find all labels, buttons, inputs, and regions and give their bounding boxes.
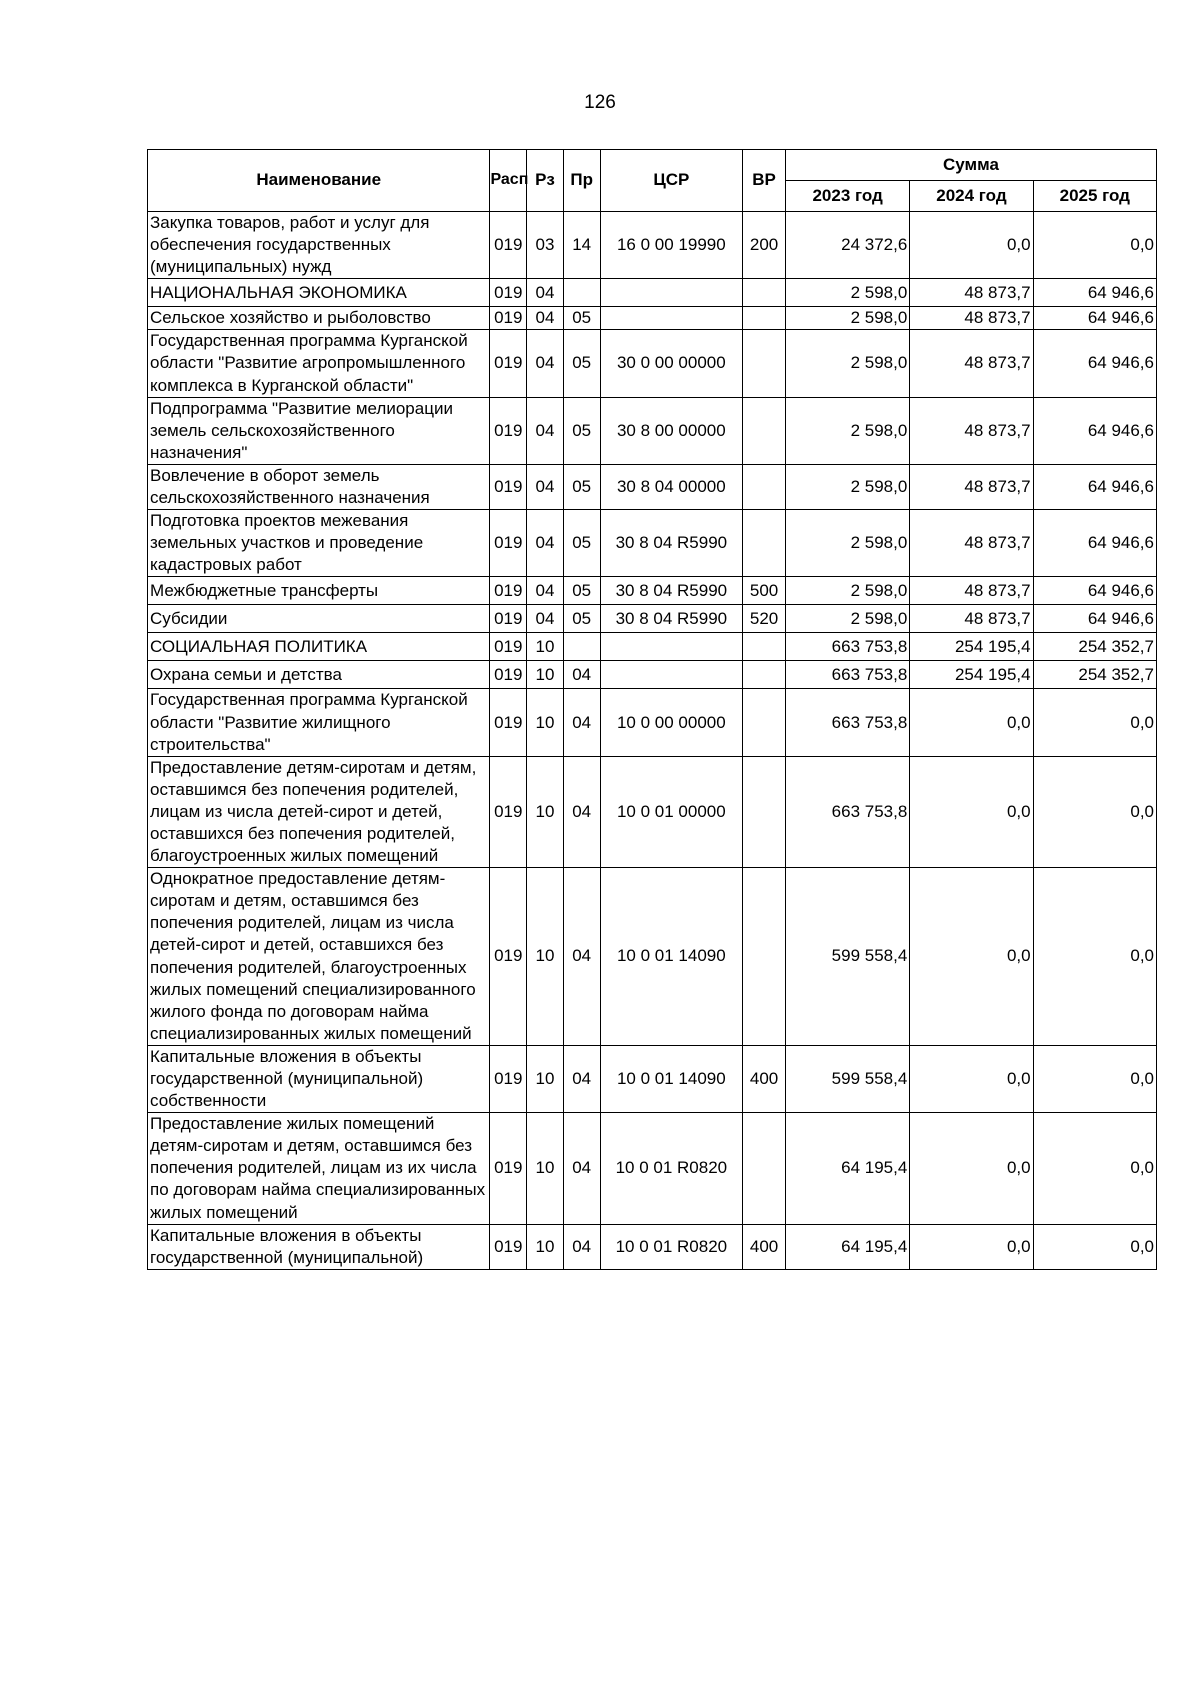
cell-2023: 2 598,0 xyxy=(785,307,909,330)
cell-rasp: 019 xyxy=(490,1224,527,1269)
table-body xyxy=(148,212,1157,1270)
cell-name: Подготовка проектов межевания земельных участков и проведение кадастровых работ xyxy=(148,510,490,577)
cell-name: Закупка товаров, работ и услуг для обеспечения государственных (муниципальных) нужд xyxy=(148,212,490,279)
cell-vr: 400 xyxy=(743,1045,786,1112)
cell-vr xyxy=(743,756,786,867)
table-row xyxy=(148,1113,1157,1224)
cell-pr: 04 xyxy=(563,868,600,1046)
cell-name: Предоставление детям-сиротам и детям, оставшимся без попечения родителей, лицам из числа детей-сирот и детей, оставшихся без попечения родителей, благоустроенных жилых помещений xyxy=(148,756,490,867)
cell-2023: 663 753,8 xyxy=(785,661,909,689)
header-year-2025: 2025 год xyxy=(1033,181,1156,212)
cell-vr xyxy=(743,633,786,661)
cell-2023: 24 372,6 xyxy=(785,212,909,279)
cell-2025: 0,0 xyxy=(1033,1113,1156,1224)
cell-pr: 04 xyxy=(563,1113,600,1224)
cell-name: Вовлечение в оборот земель сельскохозяйственного назначения xyxy=(148,464,490,509)
cell-pr: 04 xyxy=(563,661,600,689)
cell-vr xyxy=(743,330,786,397)
cell-csr: 10 0 00 00000 xyxy=(600,689,743,756)
cell-csr: 10 0 01 00000 xyxy=(600,756,743,867)
table-row xyxy=(148,1045,1157,1112)
cell-2024: 48 873,7 xyxy=(910,330,1033,397)
cell-vr xyxy=(743,397,786,464)
table-row xyxy=(148,279,1157,307)
cell-csr xyxy=(600,279,743,307)
cell-rasp: 019 xyxy=(490,279,527,307)
cell-rz: 04 xyxy=(527,279,564,307)
cell-csr: 30 8 04 R5990 xyxy=(600,605,743,633)
cell-csr: 16 0 00 19990 xyxy=(600,212,743,279)
cell-rz: 10 xyxy=(527,689,564,756)
cell-2025: 64 946,6 xyxy=(1033,279,1156,307)
cell-rz: 04 xyxy=(527,510,564,577)
header-year-2024: 2024 год xyxy=(910,181,1033,212)
table-row xyxy=(148,689,1157,756)
page-number: 126 xyxy=(584,92,616,113)
cell-pr xyxy=(563,633,600,661)
cell-rz: 10 xyxy=(527,1113,564,1224)
cell-2024: 48 873,7 xyxy=(910,464,1033,509)
cell-vr: 400 xyxy=(743,1224,786,1269)
cell-vr: 500 xyxy=(743,577,786,605)
cell-name: Предоставление жилых помещений детям-сиротам и детям, оставшимся без попечения родителей, лицам из их числа по договорам найма специализированных жилых помещений xyxy=(148,1113,490,1224)
cell-rz: 10 xyxy=(527,1045,564,1112)
cell-2025: 0,0 xyxy=(1033,756,1156,867)
cell-pr: 04 xyxy=(563,1224,600,1269)
cell-vr xyxy=(743,464,786,509)
cell-2024: 0,0 xyxy=(910,689,1033,756)
cell-2025: 254 352,7 xyxy=(1033,661,1156,689)
cell-2023: 2 598,0 xyxy=(785,464,909,509)
cell-pr: 05 xyxy=(563,307,600,330)
cell-rz: 10 xyxy=(527,868,564,1046)
cell-2024: 0,0 xyxy=(910,212,1033,279)
cell-2024: 48 873,7 xyxy=(910,279,1033,307)
cell-2023: 663 753,8 xyxy=(785,633,909,661)
cell-2025: 64 946,6 xyxy=(1033,397,1156,464)
cell-rz: 04 xyxy=(527,307,564,330)
cell-2025: 0,0 xyxy=(1033,689,1156,756)
cell-name: Однократное предоставление детям-сиротам и детям, оставшимся без попечения родителей, лицам из числа детей-сирот и детей, оставшихся без попечения родителей, благоустроенных жилых помещений специализированного жилого фонда по договорам найма специализированных жилых помещений xyxy=(148,868,490,1046)
table-row xyxy=(148,307,1157,330)
cell-csr xyxy=(600,307,743,330)
cell-rz: 04 xyxy=(527,330,564,397)
cell-csr: 30 8 04 R5990 xyxy=(600,510,743,577)
cell-rasp: 019 xyxy=(490,330,527,397)
cell-2023: 2 598,0 xyxy=(785,397,909,464)
cell-2025: 0,0 xyxy=(1033,1045,1156,1112)
cell-rz: 10 xyxy=(527,633,564,661)
cell-name: НАЦИОНАЛЬНАЯ ЭКОНОМИКА xyxy=(148,279,490,307)
cell-rasp: 019 xyxy=(490,868,527,1046)
cell-rasp: 019 xyxy=(490,212,527,279)
cell-rz: 10 xyxy=(527,756,564,867)
cell-2025: 254 352,7 xyxy=(1033,633,1156,661)
cell-2025: 0,0 xyxy=(1033,1224,1156,1269)
table-row xyxy=(148,397,1157,464)
cell-vr xyxy=(743,689,786,756)
cell-vr xyxy=(743,510,786,577)
cell-pr xyxy=(563,279,600,307)
table-row xyxy=(148,605,1157,633)
cell-rasp: 019 xyxy=(490,661,527,689)
cell-2023: 663 753,8 xyxy=(785,756,909,867)
cell-name: Субсидии xyxy=(148,605,490,633)
header-csr: ЦСР xyxy=(600,150,743,212)
cell-rz: 04 xyxy=(527,577,564,605)
cell-2024: 48 873,7 xyxy=(910,510,1033,577)
header-name: Наименование xyxy=(148,150,490,212)
cell-2023: 599 558,4 xyxy=(785,868,909,1046)
cell-pr: 05 xyxy=(563,330,600,397)
cell-rasp: 019 xyxy=(490,605,527,633)
cell-2025: 0,0 xyxy=(1033,868,1156,1046)
cell-csr: 30 8 04 R5990 xyxy=(600,577,743,605)
cell-2024: 48 873,7 xyxy=(910,307,1033,330)
header-pr: Пр xyxy=(563,150,600,212)
cell-2025: 64 946,6 xyxy=(1033,464,1156,509)
cell-csr xyxy=(600,661,743,689)
cell-vr xyxy=(743,279,786,307)
cell-rasp: 019 xyxy=(490,1045,527,1112)
cell-pr: 05 xyxy=(563,510,600,577)
table-row xyxy=(148,868,1157,1046)
cell-pr: 05 xyxy=(563,577,600,605)
cell-2023: 2 598,0 xyxy=(785,577,909,605)
cell-rz: 04 xyxy=(527,605,564,633)
cell-2024: 254 195,4 xyxy=(910,633,1033,661)
cell-rz: 10 xyxy=(527,1224,564,1269)
cell-2023: 599 558,4 xyxy=(785,1045,909,1112)
table-row xyxy=(148,464,1157,509)
cell-name: СОЦИАЛЬНАЯ ПОЛИТИКА xyxy=(148,633,490,661)
cell-2025: 0,0 xyxy=(1033,212,1156,279)
cell-rasp: 019 xyxy=(490,689,527,756)
table-row xyxy=(148,510,1157,577)
cell-csr: 10 0 01 14090 xyxy=(600,868,743,1046)
cell-rasp: 019 xyxy=(490,633,527,661)
cell-2025: 64 946,6 xyxy=(1033,605,1156,633)
cell-rz: 03 xyxy=(527,212,564,279)
cell-rasp: 019 xyxy=(490,307,527,330)
table-row xyxy=(148,330,1157,397)
cell-rz: 04 xyxy=(527,464,564,509)
cell-pr: 04 xyxy=(563,689,600,756)
cell-pr: 04 xyxy=(563,756,600,867)
table-row xyxy=(148,212,1157,279)
cell-rz: 10 xyxy=(527,661,564,689)
cell-vr xyxy=(743,868,786,1046)
cell-rasp: 019 xyxy=(490,577,527,605)
cell-csr: 10 0 01 R0820 xyxy=(600,1224,743,1269)
cell-rasp: 019 xyxy=(490,756,527,867)
cell-2024: 0,0 xyxy=(910,756,1033,867)
header-rz: Рз xyxy=(527,150,564,212)
header-sum: Сумма xyxy=(785,150,1156,181)
cell-rasp: 019 xyxy=(490,510,527,577)
cell-csr: 10 0 01 R0820 xyxy=(600,1113,743,1224)
table-row xyxy=(148,633,1157,661)
cell-2025: 64 946,6 xyxy=(1033,330,1156,397)
cell-vr xyxy=(743,1113,786,1224)
cell-pr: 14 xyxy=(563,212,600,279)
cell-2025: 64 946,6 xyxy=(1033,510,1156,577)
cell-name: Подпрограмма "Развитие мелиорации земель сельскохозяйственного назначения" xyxy=(148,397,490,464)
cell-rasp: 019 xyxy=(490,1113,527,1224)
cell-vr: 200 xyxy=(743,212,786,279)
cell-pr: 05 xyxy=(563,397,600,464)
cell-2024: 0,0 xyxy=(910,868,1033,1046)
cell-name: Межбюджетные трансферты xyxy=(148,577,490,605)
header-year-2023: 2023 год xyxy=(785,181,909,212)
cell-rz: 04 xyxy=(527,397,564,464)
cell-2023: 2 598,0 xyxy=(785,330,909,397)
cell-2023: 2 598,0 xyxy=(785,279,909,307)
cell-2024: 48 873,7 xyxy=(910,577,1033,605)
cell-name: Государственная программа Курганской области "Развитие агропромышленного комплекса в Курганской области" xyxy=(148,330,490,397)
header-vr: ВР xyxy=(743,150,786,212)
cell-rasp: 019 xyxy=(490,397,527,464)
cell-csr xyxy=(600,633,743,661)
cell-csr: 10 0 01 14090 xyxy=(600,1045,743,1112)
cell-2024: 0,0 xyxy=(910,1224,1033,1269)
cell-name: Капитальные вложения в объекты государственной (муниципальной) xyxy=(148,1224,490,1269)
cell-csr: 30 8 00 00000 xyxy=(600,397,743,464)
cell-pr: 04 xyxy=(563,1045,600,1112)
cell-2023: 2 598,0 xyxy=(785,510,909,577)
cell-name: Государственная программа Курганской области "Развитие жилищного строительства" xyxy=(148,689,490,756)
cell-2023: 64 195,4 xyxy=(785,1113,909,1224)
cell-name: Сельское хозяйство и рыболовство xyxy=(148,307,490,330)
cell-2023: 64 195,4 xyxy=(785,1224,909,1269)
budget-table xyxy=(147,149,1157,1270)
cell-csr: 30 0 00 00000 xyxy=(600,330,743,397)
cell-vr xyxy=(743,661,786,689)
cell-name: Капитальные вложения в объекты государственной (муниципальной) собственности xyxy=(148,1045,490,1112)
table-row xyxy=(148,577,1157,605)
cell-2025: 64 946,6 xyxy=(1033,577,1156,605)
cell-name: Охрана семьи и детства xyxy=(148,661,490,689)
cell-2023: 663 753,8 xyxy=(785,689,909,756)
cell-2024: 0,0 xyxy=(910,1045,1033,1112)
header-rasp: Расп xyxy=(490,150,527,212)
cell-2024: 48 873,7 xyxy=(910,397,1033,464)
table-row xyxy=(148,661,1157,689)
cell-rasp: 019 xyxy=(490,464,527,509)
table-row xyxy=(148,1224,1157,1269)
cell-vr xyxy=(743,307,786,330)
table-row xyxy=(148,756,1157,867)
cell-vr: 520 xyxy=(743,605,786,633)
cell-csr: 30 8 04 00000 xyxy=(600,464,743,509)
cell-pr: 05 xyxy=(563,464,600,509)
cell-2023: 2 598,0 xyxy=(785,605,909,633)
cell-2024: 0,0 xyxy=(910,1113,1033,1224)
cell-2025: 64 946,6 xyxy=(1033,307,1156,330)
cell-2024: 254 195,4 xyxy=(910,661,1033,689)
cell-2024: 48 873,7 xyxy=(910,605,1033,633)
cell-pr: 05 xyxy=(563,605,600,633)
